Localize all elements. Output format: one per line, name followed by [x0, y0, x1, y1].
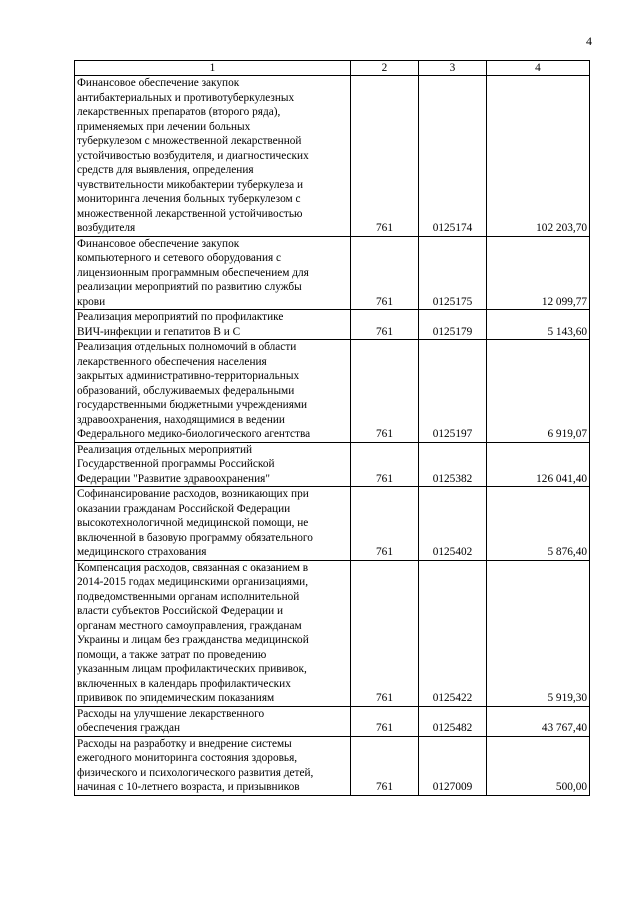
row-target-code: 0125482 — [419, 706, 487, 736]
row-target-code: 0127009 — [419, 736, 487, 795]
table-row — [75, 560, 590, 706]
header-col-1: 1 — [75, 61, 351, 76]
header-col-3: 3 — [419, 61, 487, 76]
row-amount: 5 876,40 — [487, 487, 590, 561]
row-name-line: медицинского страхования — [77, 546, 207, 558]
row-name-line: компьютерного и сетевого оборудования с — [77, 252, 282, 264]
row-name-line: ежегодного мониторинга состояния здоровья, — [77, 752, 298, 764]
row-name-line: ВИЧ-инфекции и гепатитов В и С — [77, 325, 241, 338]
row-name — [75, 76, 351, 237]
row-code: 761 — [351, 236, 419, 310]
table-row — [75, 310, 590, 340]
row-target-code: 0125175 — [419, 236, 487, 310]
row-name-line: множественной лекарственной устойчивостью — [77, 207, 303, 220]
row-name-line: лекарственных препаратов (второго ряда), — [77, 106, 281, 118]
row-name-line: Реализация мероприятий по профилактике — [77, 311, 284, 323]
row-name — [75, 487, 351, 561]
header-row — [75, 61, 590, 76]
row-name — [75, 706, 351, 736]
row-name-line: устойчивостью возбудителя, и диагностических — [77, 149, 309, 162]
table-row — [75, 76, 590, 237]
row-target-code: 0125402 — [419, 487, 487, 561]
row-code: 761 — [351, 736, 419, 795]
row-target-code: 0125422 — [419, 560, 487, 706]
row-name-line: физического и психологического развития детей, — [77, 766, 314, 779]
row-name-line: Финансовое обеспечение закупок — [77, 77, 240, 89]
row-name-line: средств для выявления, определения — [77, 164, 254, 176]
row-name-line: чувствительности микобактерии туберкулеза и — [77, 178, 304, 191]
row-name-line: лицензионным программным обеспечением для — [77, 266, 309, 279]
row-code: 761 — [351, 706, 419, 736]
table-row — [75, 442, 590, 487]
table-row — [75, 340, 590, 443]
row-code: 761 — [351, 560, 419, 706]
row-name-line: органам местного самоуправления, гражданам — [77, 619, 302, 632]
row-name-line: начиная с 10-летнего возраста, и призывников — [77, 781, 300, 793]
row-name-line: применяемых при лечении больных — [77, 120, 251, 133]
row-name-line: включенной в базовую программу обязательного — [77, 531, 313, 544]
row-name-line: Украины и лицам без гражданства медицинской — [77, 634, 309, 646]
row-name — [75, 310, 351, 340]
row-name-line: здравоохранения, находящимися в ведении — [77, 413, 285, 426]
row-amount: 12 099,77 — [487, 236, 590, 310]
row-name-line: Финансовое обеспечение закупок — [77, 237, 240, 250]
row-target-code: 0125174 — [419, 76, 487, 237]
row-name-line: указанным лицам профилактических прививок, — [77, 663, 307, 675]
budget-table — [74, 60, 590, 796]
row-code: 761 — [351, 310, 419, 340]
row-amount: 6 919,07 — [487, 340, 590, 443]
row-name-line: Расходы на улучшение лекарственного — [77, 707, 265, 720]
row-name-line: антибактериальных и противотуберкулезных — [77, 91, 295, 104]
table-row — [75, 736, 590, 795]
row-code: 761 — [351, 442, 419, 487]
row-name-line: лекарственного обеспечения населения — [77, 355, 267, 368]
row-name-line: власти субъектов Российской Федерации и — [77, 605, 283, 617]
row-name — [75, 736, 351, 795]
row-name-line: крови — [77, 295, 106, 308]
row-name-line: помощи, а также затрат по проведению — [77, 648, 267, 661]
row-name-line: туберкулезом с множественной лекарственной — [77, 135, 302, 147]
row-name-line: Реализация отдельных мероприятий — [77, 443, 253, 456]
row-name — [75, 442, 351, 487]
row-name-line: включенных в календарь профилактических — [77, 677, 291, 690]
table-row — [75, 236, 590, 310]
header-col-2: 2 — [351, 61, 419, 76]
row-target-code: 0125382 — [419, 442, 487, 487]
row-name-line: оказании гражданам Российской Федерации — [77, 502, 291, 515]
row-amount: 5 143,60 — [487, 310, 590, 340]
row-amount: 500,00 — [487, 736, 590, 795]
page-number: 4 — [586, 34, 592, 48]
row-name-line: прививок по эпидемическим показаниям — [77, 692, 275, 704]
row-amount: 5 919,30 — [487, 560, 590, 706]
row-name-line: Государственной программы Российской — [77, 458, 275, 470]
table-row — [75, 706, 590, 736]
row-name-line: подведомственными органам исполнительной — [77, 590, 300, 603]
row-target-code: 0125197 — [419, 340, 487, 443]
row-name-line: Федерального медико-биологического агентства — [77, 428, 311, 440]
row-name — [75, 560, 351, 706]
row-name-line: Федерации "Развитие здравоохранения" — [77, 472, 270, 485]
row-target-code: 0125179 — [419, 310, 487, 340]
row-name-line: Компенсация расходов, связанная с оказанием в — [77, 561, 309, 574]
row-name-line: высокотехнологичной медицинской помощи, не — [77, 517, 309, 529]
row-name-line: реализации мероприятий по развитию службы — [77, 281, 302, 293]
row-amount: 43 767,40 — [487, 706, 590, 736]
table-row — [75, 487, 590, 561]
row-name-line: 2014-2015 годах медицинскими организациями, — [77, 576, 309, 588]
row-code: 761 — [351, 76, 419, 237]
row-name-line: мониторинга лечения больных туберкулезом с — [77, 193, 301, 205]
row-name-line: Реализация отдельных полномочий в области — [77, 341, 297, 353]
row-amount: 126 041,40 — [487, 442, 590, 487]
row-amount: 102 203,70 — [487, 76, 590, 237]
row-name — [75, 340, 351, 443]
row-name-line: Софинансирование расходов, возникающих при — [77, 488, 309, 500]
row-code: 761 — [351, 487, 419, 561]
row-code: 761 — [351, 340, 419, 443]
row-name-line: обеспечения граждан — [77, 722, 181, 734]
row-name-line: закрытых административно-территориальных — [77, 370, 300, 382]
row-name-line: возбудителя — [77, 222, 136, 234]
row-name — [75, 236, 351, 310]
row-name-line: государственными бюджетными учреждениями — [77, 399, 308, 411]
row-name-line: образований, обслуживаемых федеральными — [77, 384, 295, 397]
row-name-line: Расходы на разработку и внедрение системы — [77, 737, 292, 750]
header-col-4: 4 — [487, 61, 590, 76]
table-body — [75, 76, 590, 796]
